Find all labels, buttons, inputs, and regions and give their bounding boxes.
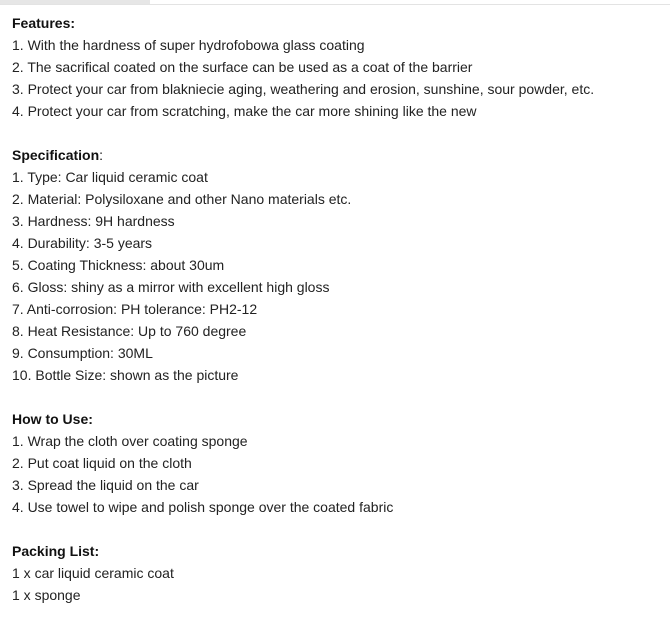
specification-item: 6. Gloss: shiny as a mirror with excellent high gloss [12,279,330,295]
specification-item: 2. Material: Polysiloxane and other Nano materials etc. [12,191,352,207]
features-heading: Features: [12,15,76,31]
how-to-use-section [12,408,670,518]
how-to-use-item: 4. Use towel to wipe and polish sponge over the coated fabric [12,499,394,515]
specification-item: 5. Coating Thickness: about 30um [12,257,225,273]
features-item: 1. With the hardness of super hydrofobowa glass coating [12,37,365,53]
product-description [12,12,670,628]
specification-item: 8. Heat Resistance: Up to 760 degree [12,323,247,339]
how-to-use-item: 2. Put coat liquid on the cloth [12,455,192,471]
specification-heading [12,144,670,166]
specification-item: 4. Durability: 3-5 years [12,235,153,251]
packing-list-item: 1 x car liquid ceramic coat [12,565,174,581]
specification-heading-text: Specification [12,147,100,163]
how-to-use-item: 1. Wrap the cloth over coating sponge [12,433,248,449]
features-item: 2. The sacrifical coated on the surface can be used as a coat of the barrier [12,59,473,75]
specification-item: 1. Type: Car liquid ceramic coat [12,169,208,185]
how-to-use-item: 3. Spread the liquid on the car [12,477,199,493]
how-to-use-heading: How to Use: [12,411,93,427]
top-tab-active[interactable] [0,0,150,4]
features-item: 4. Protect your car from scratching, make the car more shining like the new [12,103,477,119]
specification-item: 10. Bottle Size: shown as the picture [12,367,239,383]
specification-section [12,144,670,386]
features-item: 3. Protect your car from blakniecie aging, weathering and erosion, sunshine, sour powder, etc. [12,81,595,97]
packing-list-section [12,540,670,606]
specification-item: 3. Hardness: 9H hardness [12,213,175,229]
specification-heading-colon: : [99,147,104,163]
specification-item: 9. Consumption: 30ML [12,345,153,361]
top-tab-bar [0,0,670,5]
packing-list-heading: Packing List: [12,543,100,559]
features-section [12,12,670,122]
packing-list-item: 1 x sponge [12,587,81,603]
specification-item: 7. Anti-corrosion: PH tolerance: PH2-12 [12,301,258,317]
